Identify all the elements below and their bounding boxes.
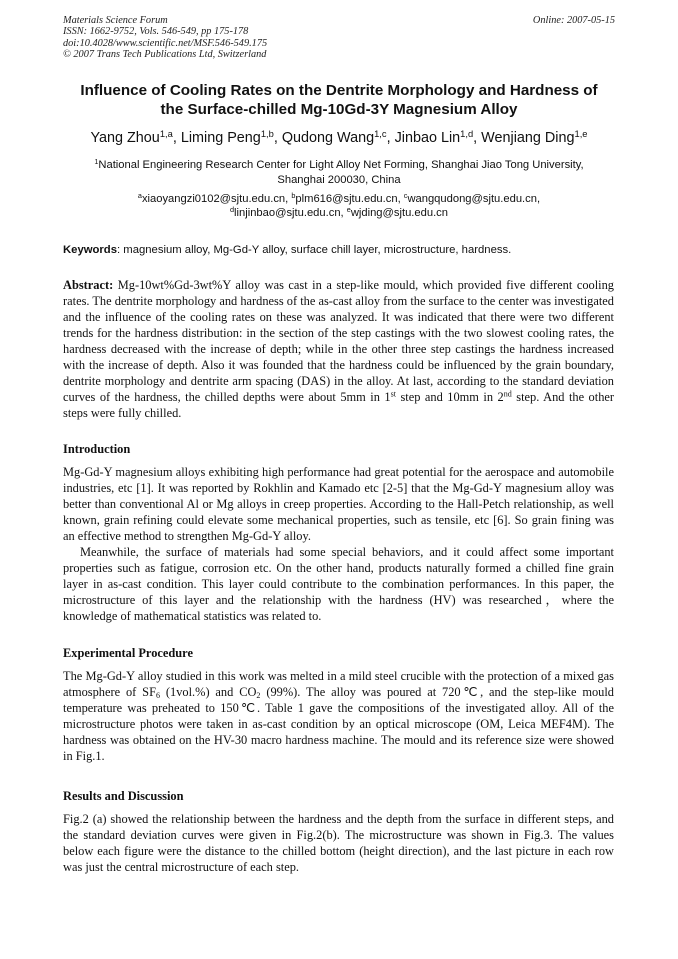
email-e[interactable]: wjding@sjtu.edu.cn [350, 207, 448, 219]
abstract-label: Abstract: [63, 278, 114, 292]
paragraph: The Mg-Gd-Y alloy studied in this work was melted in a mild steel crucible with the protection of a mixed gas atmosphere of $SF_6$ (1vol.%) and $CO_2$ (99%). The alloy was poured at 720℃, and the step-like mould temperature was preheated to 150℃. Table 1 gave the compositions of the investigated alloy. All of the microstructure photos were taken in as-cast condition by an optical microscope (OM, Leica MEF4M). The hardness was obtained on the HV-30 macro hardness machine. The mould and its reference size were showed in Fig.1. [63, 669, 615, 763]
author: Liming Peng$^{1,b}$, [180, 128, 282, 146]
paragraph: Meanwhile, the surface of materials had some special behaviors, and it could affect some important properties such as fatigue, corrosion etc. On the other hand, products naturally formed a chilled fine grain layer in as-cast condition. This layer could contribute to the combination performances. In this paper, the microstructure of this layer and the relationship with the hardness (HV) was researched，where the knowledge of mathematical statistics was related to. [63, 545, 614, 623]
paragraph: Fig.2 (a) showed the relationship between the hardness and the depth from the surface in different steps, and the standard deviation curves were given in Fig.2(b). The microstructure was shown in Fig.3. The values below each figure were the distance to the chilled bottom (height direction), and the last picture in each row was just the central microstructure of each step. [63, 812, 614, 874]
results-body [63, 811, 614, 875]
keywords-label: Keywords [63, 244, 117, 256]
journal-name: Materials Science Forum [63, 15, 168, 26]
introduction-body [63, 464, 614, 624]
author: Wenjiang Ding$^{1,e}$ [481, 128, 588, 146]
email-a[interactable]: xiaoyangzi0102@sjtu.edu.cn, [141, 193, 292, 205]
online-date: Online: 2007-05-15 [532, 15, 615, 26]
issn-line: ISSN: 1662-9752, Vols. 546-549, pp 175-178 [63, 26, 249, 38]
introduction-heading: Introduction [63, 442, 131, 456]
keywords-text: : magnesium alloy, Mg-Gd-Y alloy, surface chill layer, microstructure, hardness. [117, 244, 512, 256]
author: Yang Zhou$^{1,a}$, [90, 128, 181, 146]
title-line-1: Influence of Cooling Rates on the Dentrite Morphology and Hardness of [80, 82, 598, 99]
affiliation: $^1$National Engineering Research Center for Light Alloy Net Forming, Shanghai Jiao Tong University, Shanghai 200030, China [94, 157, 584, 186]
doi-line: doi:10.4028/www.scientific.net/MSF.546-549.175 [63, 37, 268, 49]
experimental-heading: Experimental Procedure [63, 646, 193, 660]
author: Jinbao Lin$^{1,d}$, [394, 128, 482, 146]
email-b[interactable]: plm616@sjtu.edu.cn, [295, 193, 404, 205]
title-line-2: the Surface-chilled Mg-10Gd-3Y Magnesium Alloy [160, 101, 518, 118]
copyright-line: © 2007 Trans Tech Publications Ltd, Switzerland [63, 49, 267, 61]
paragraph: Mg-Gd-Y magnesium alloys exhibiting high performance had great potential for the aerospace and automobile industries, etc [1]. It was reported by Rokhlin and Kamado etc [2-5] that the Mg-Gd-Y magnesium alloy was better than conventional Al or Mg alloys in creep properties. According to the Hall-Petch relationship, as well known, grain refining could elevate some mechanical properties, such as tensile, etc [6]. So grain fining was an effective method to strengthen Mg-Gd-Y alloy. [63, 465, 614, 543]
abstract: Abstract: Mg-10wt%Gd-3wt%Y alloy was cast in a step-like mould, which provided five different cooling rates. The dentrite morphology and hardness of the as-cast alloy from the surface to the center was investigated and the influence of the cooling rates on these was analyzed. It was indicated that there were two different trends for the hardness distribution: in the section of the step castings with the two slowest cooling rates, the hardness decreased with the increase of depth; while in the other three step castings the hardness increased with the increase of depth. Also it was founded that the hardness could be influenced by the grain boundary, dentrite morphology and dentrite arm spacing (DAS) in the alloy. At last, according to the standard deviation curves of the hardness, the chilled depths were about 5mm in 1st step and 10mm in 2nd step. And the other steps were fully chilled. [63, 278, 615, 420]
journal-header [63, 15, 615, 61]
email-list: $^a$xiaoyangzi0102@sjtu.edu.cn, $^b$plm616@sjtu.edu.cn, $^c$wangqudong@sjtu.edu.cn, $^d$linjinbao@sjtu.edu.cn, $^e$wjding@sjtu.edu.cn [137, 191, 541, 219]
experimental-body [63, 668, 614, 764]
paper-title [40, 81, 638, 119]
author-list [40, 129, 638, 147]
keywords [63, 243, 623, 257]
results-heading: Results and Discussion [63, 789, 184, 803]
email-c[interactable]: wangqudong@sjtu.edu.cn, [407, 193, 541, 205]
email-d[interactable]: linjinbao@sjtu.edu.cn, [234, 207, 347, 219]
author: Qudong Wang$^{1,c}$, [281, 128, 395, 146]
